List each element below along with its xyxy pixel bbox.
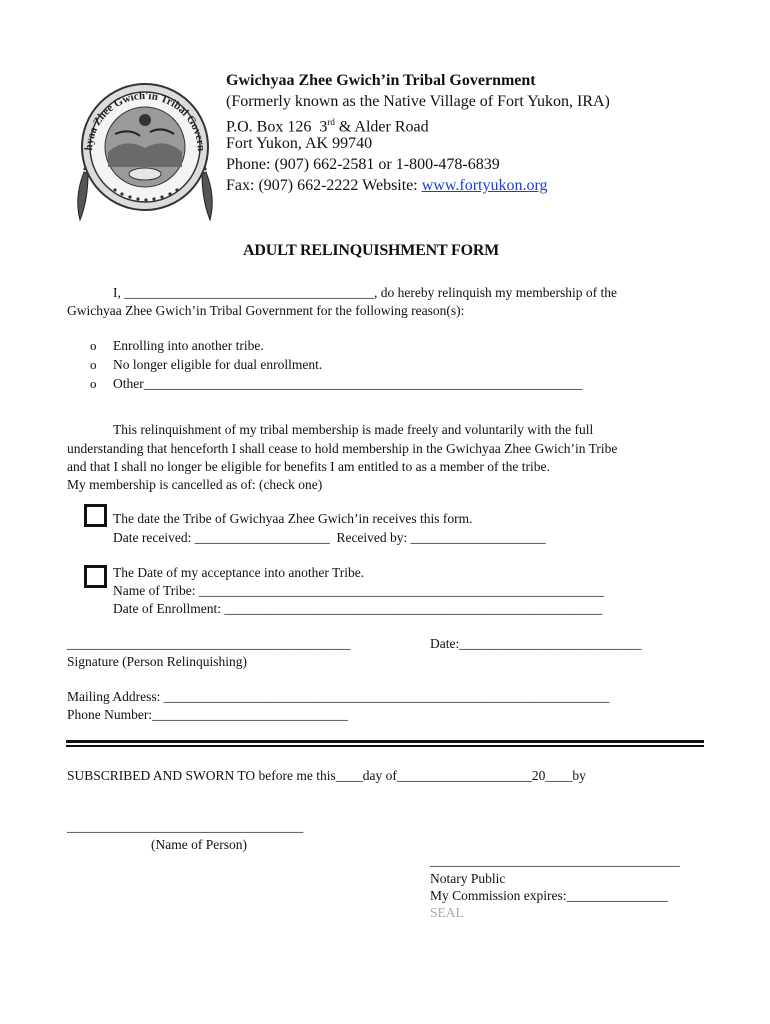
bullet-icon: o xyxy=(90,376,97,391)
signature-field[interactable]: __________________________________________ xyxy=(67,636,351,651)
seal-text: hyaa Zhee Gwich'in Tribal Govern xyxy=(82,89,208,152)
reason-item-other[interactable]: Other_________________________________________________________________ xyxy=(113,376,583,391)
option2-name-of-tribe-field[interactable]: Name of Tribe: ____________________________________________________________ xyxy=(113,583,604,598)
notary-public-label: Notary Public xyxy=(430,871,506,886)
reason-item: No longer eligible for dual enrollment. xyxy=(113,357,323,372)
divider-thin xyxy=(66,745,704,747)
relinquish-statement-line1: I, _____________________________________, do hereby relinquish my membership of the xyxy=(113,285,617,300)
date-field[interactable]: Date:___________________________ xyxy=(430,636,642,651)
po-box: P.O. Box 126 3rd & Alder Road xyxy=(226,117,429,136)
reason-item: Enrolling into another tribe. xyxy=(113,338,264,353)
paragraph-line3: and that I shall no longer be eligible for benefits I am entitled to as a member of the tribe. xyxy=(67,459,550,474)
tribal-seal-logo xyxy=(62,64,212,206)
paragraph-line2: understanding that henceforth I shall cease to hold membership in the Gwichyaa Zhee Gwich’in Tribe xyxy=(67,441,618,456)
option2-checkbox[interactable] xyxy=(84,565,107,588)
signature-label: Signature (Person Relinquishing) xyxy=(67,654,247,669)
bullet-icon: o xyxy=(90,357,97,372)
option1-label: The date the Tribe of Gwichyaa Zhee Gwich’in receives this form. xyxy=(113,511,473,526)
seal-graphic xyxy=(70,82,220,224)
commission-expires-field[interactable]: My Commission expires:_______________ xyxy=(430,888,668,903)
option1-checkbox[interactable] xyxy=(84,504,107,527)
option2-label: The Date of my acceptance into another Tribe. xyxy=(113,565,365,580)
form-title: ADULT RELINQUISHMENT FORM xyxy=(243,242,500,259)
sworn-statement[interactable]: SUBSCRIBED AND SWORN TO before me this____day of____________________20____by xyxy=(67,768,586,783)
option2-date-of-enrollment-field[interactable]: Date of Enrollment: ________________________________________________________ xyxy=(113,601,603,616)
paragraph-line1: This relinquishment of my tribal membership is made freely and voluntarily with the full xyxy=(113,422,594,437)
phone-line: Phone: (907) 662-2581 or 1-800-478-6839 xyxy=(226,156,500,173)
formerly-known: (Formerly known as the Native Village of Fort Yukon, IRA) xyxy=(226,93,610,110)
option1-date-received-field[interactable]: Date received: ____________________ Received by: ____________________ xyxy=(113,530,546,545)
website-link[interactable]: www.fortyukon.org xyxy=(421,177,548,194)
mailing-address-field[interactable]: Mailing Address: __________________________________________________________________ xyxy=(67,689,610,704)
org-name: Gwichyaa Zhee Gwich’in Tribal Government xyxy=(226,72,536,89)
name-of-person-label: (Name of Person) xyxy=(151,837,247,852)
bullet-icon: o xyxy=(90,338,97,353)
paragraph-line4: My membership is cancelled as of: (check one) xyxy=(67,477,323,492)
seal-label: SEAL xyxy=(430,905,464,920)
phone-number-field[interactable]: Phone Number:_____________________________ xyxy=(67,707,348,722)
fax-website-line: Fax: (907) 662-2222 Website: www.fortyukon.org xyxy=(226,177,548,194)
relinquish-statement-line2: Gwichyaa Zhee Gwich’in Tribal Government for the following reason(s): xyxy=(67,303,465,318)
notary-signature-field[interactable]: _____________________________________ xyxy=(430,853,680,868)
divider-thick xyxy=(66,740,704,743)
city-state-zip: Fort Yukon, AK 99740 xyxy=(226,135,373,152)
name-of-person-field[interactable]: ___________________________________ xyxy=(67,819,304,834)
